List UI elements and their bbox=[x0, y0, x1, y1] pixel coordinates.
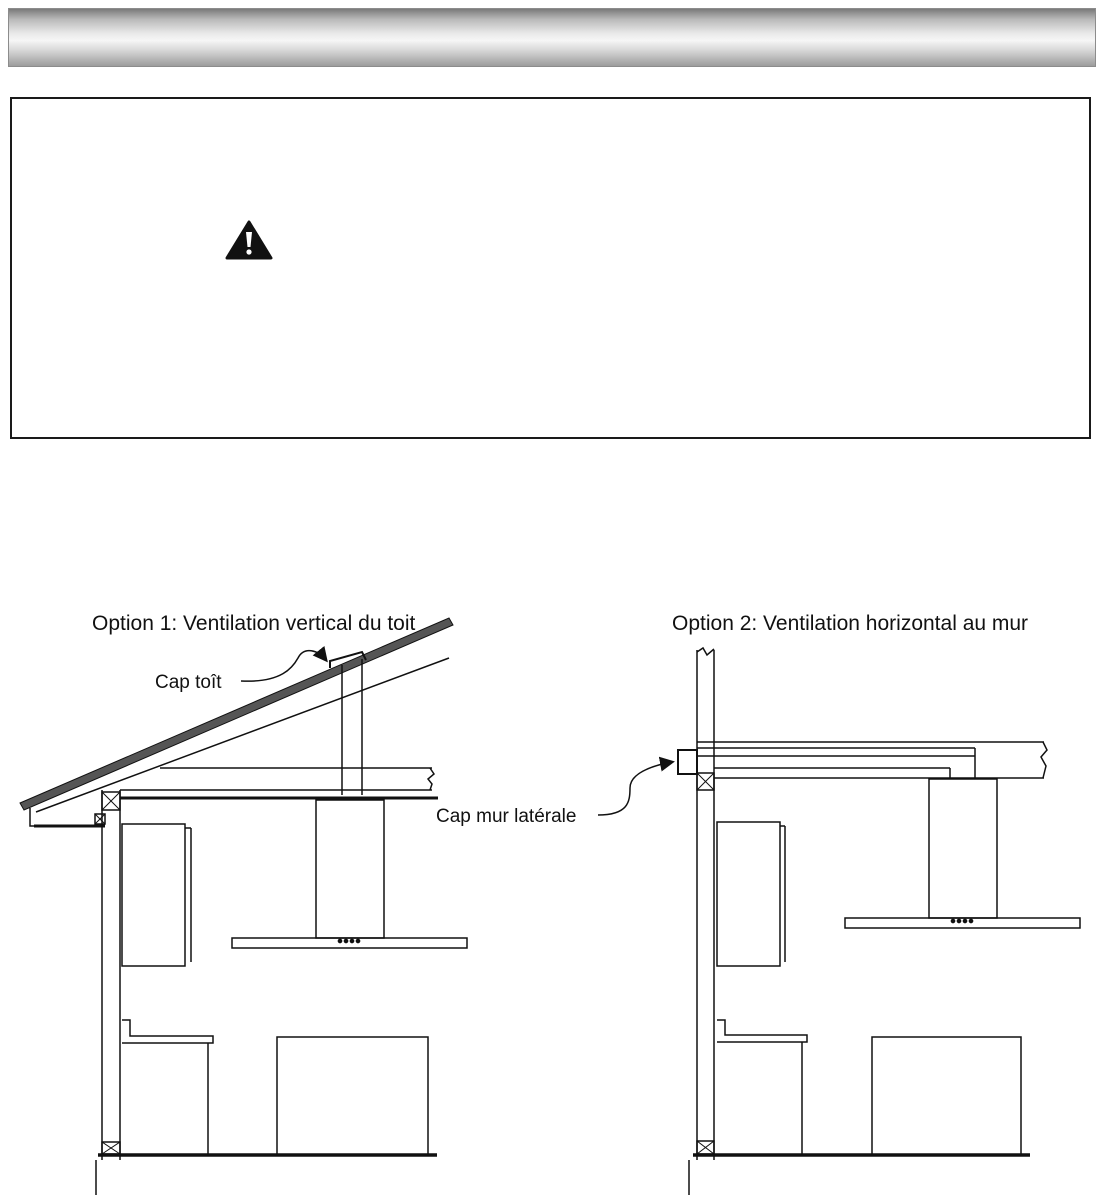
wall-cap-leader bbox=[598, 762, 672, 815]
option2-range bbox=[872, 1037, 1021, 1155]
option1-title: Option 1: Ventilation vertical du toit bbox=[92, 612, 416, 635]
option2-upper-cabinet bbox=[717, 822, 785, 966]
roof-cap-label: Cap toît bbox=[155, 672, 222, 693]
wall-cap-label: Cap mur latérale bbox=[436, 806, 577, 827]
option1-range-hood bbox=[232, 800, 467, 948]
option2-lower-cabinet bbox=[717, 1020, 807, 1155]
option2-range-hood bbox=[845, 779, 1080, 928]
option1-wall bbox=[96, 790, 437, 1195]
wall-cap bbox=[678, 748, 975, 778]
option2-drawing bbox=[598, 648, 1080, 1195]
option1-ceiling bbox=[120, 768, 438, 798]
option2-title: Option 2: Ventilation horizontal au mur bbox=[672, 612, 1029, 635]
option2-wall bbox=[689, 648, 1030, 1195]
option1-drawing bbox=[20, 618, 467, 1195]
option1-upper-cabinet bbox=[122, 824, 191, 966]
option1-range bbox=[277, 1037, 428, 1155]
option1-roof bbox=[20, 618, 453, 826]
option1-lower-cabinet bbox=[122, 1020, 213, 1155]
option2-ceiling bbox=[697, 742, 1047, 778]
